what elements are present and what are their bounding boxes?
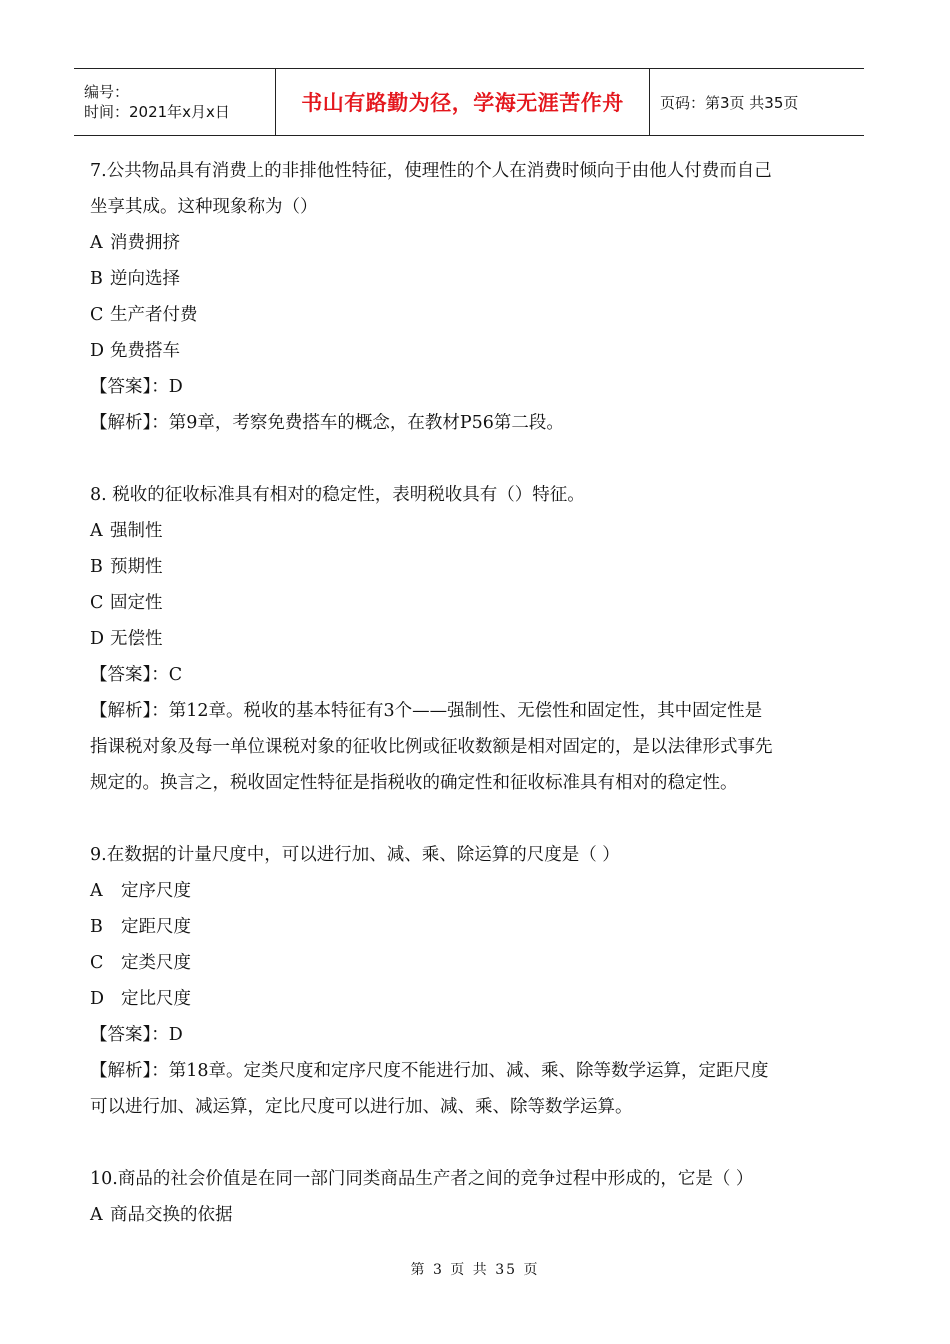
- spacer: [90, 1125, 855, 1161]
- header-motto-cell: [276, 69, 650, 135]
- option-letter: A: [90, 233, 103, 253]
- option-text: 定比尺度: [121, 989, 191, 1009]
- question-7: [90, 153, 855, 441]
- question-10: [90, 1161, 855, 1233]
- option-a: [90, 225, 855, 261]
- question-stem: 8. 税收的征收标准具有相对的稳定性，表明税收具有（）特征。: [90, 485, 585, 505]
- question-stem: 坐享其成。这种现象称为（）: [90, 197, 318, 217]
- option-letter: B: [90, 269, 103, 289]
- question-stem: 9.在数据的计量尺度中，可以进行加、减、乘、除运算的尺度是（ ）: [90, 845, 620, 865]
- option-letter: C: [90, 953, 104, 973]
- option-d: [90, 333, 855, 369]
- question-stem: 7.公共物品具有消费上的非排他性特征，使理性的个人在消费时倾向于由他人付费而自己: [90, 161, 772, 181]
- option-letter: B: [90, 557, 103, 577]
- question-list: [90, 153, 855, 1233]
- option-letter: A: [90, 521, 103, 541]
- option-text: 定距尺度: [121, 917, 191, 937]
- analysis: 指课税对象及每一单位课税对象的征收比例或征收数额是相对固定的，是以法律形式事先: [90, 737, 773, 757]
- option-a: [90, 1197, 855, 1233]
- analysis: 规定的。换言之，税收固定性特征是指税收的确定性和征收标准具有相对的稳定性。: [90, 773, 738, 793]
- analysis: 可以进行加、减运算，定比尺度可以进行加、减、乘、除等数学运算。: [90, 1097, 633, 1117]
- question-stem: 10.商品的社会价值是在同一部门同类商品生产者之间的竞争过程中形成的，它是（ ）: [90, 1169, 754, 1189]
- option-text: 定类尺度: [121, 953, 191, 973]
- answer: 【答案】：C: [90, 665, 183, 685]
- option-letter: C: [90, 593, 104, 613]
- option-b: [90, 909, 855, 945]
- header-page-cell: [650, 69, 864, 135]
- option-letter: A: [90, 881, 103, 901]
- option-text: 定序尺度: [121, 881, 191, 901]
- option-letter: B: [90, 917, 103, 937]
- option-a: [90, 513, 855, 549]
- header-meta: [74, 69, 276, 135]
- option-text: 固定性: [110, 593, 163, 613]
- page-label: 页码：第3页 共35页: [660, 93, 799, 112]
- option-c: [90, 945, 855, 981]
- motto: 书山有路勤为径，学海无涯苦作舟: [301, 91, 624, 115]
- option-d: [90, 981, 855, 1017]
- date-label: 时间：2021年x月x日: [84, 103, 230, 121]
- analysis: 【解析】：第9章，考察免费搭车的概念，在教材P56第二段。: [90, 413, 564, 433]
- option-text: 强制性: [110, 521, 163, 541]
- analysis: 【解析】：第18章。定类尺度和定序尺度不能进行加、减、乘、除等数学运算，定距尺度: [90, 1061, 769, 1081]
- number-label: 编号：: [84, 83, 130, 101]
- option-b: [90, 549, 855, 585]
- footer-page-number: 第 3 页 共 35 页: [410, 1262, 540, 1278]
- answer: 【答案】：D: [90, 377, 183, 397]
- option-text: 商品交换的依据: [110, 1205, 233, 1225]
- option-text: 无偿性: [110, 629, 163, 649]
- option-letter: D: [90, 341, 105, 361]
- option-text: 生产者付费: [110, 305, 198, 325]
- analysis: 【解析】：第12章。税收的基本特征有3个——强制性、无偿性和固定性，其中固定性是: [90, 701, 763, 721]
- spacer: [90, 441, 855, 477]
- option-c: [90, 585, 855, 621]
- question-9: [90, 837, 855, 1125]
- option-text: 消费拥挤: [110, 233, 180, 253]
- option-d: [90, 621, 855, 657]
- option-c: [90, 297, 855, 333]
- option-letter: D: [90, 629, 105, 649]
- option-letter: D: [90, 989, 105, 1009]
- answer: 【答案】：D: [90, 1025, 183, 1045]
- option-text: 免费搭车: [110, 341, 180, 361]
- option-letter: A: [90, 1205, 103, 1225]
- page-header: [74, 68, 864, 136]
- option-b: [90, 261, 855, 297]
- spacer: [90, 801, 855, 837]
- question-8: [90, 477, 855, 801]
- option-letter: C: [90, 305, 104, 325]
- option-text: 预期性: [110, 557, 163, 577]
- option-text: 逆向选择: [110, 269, 180, 289]
- page-footer: [0, 1259, 950, 1279]
- option-a: [90, 873, 855, 909]
